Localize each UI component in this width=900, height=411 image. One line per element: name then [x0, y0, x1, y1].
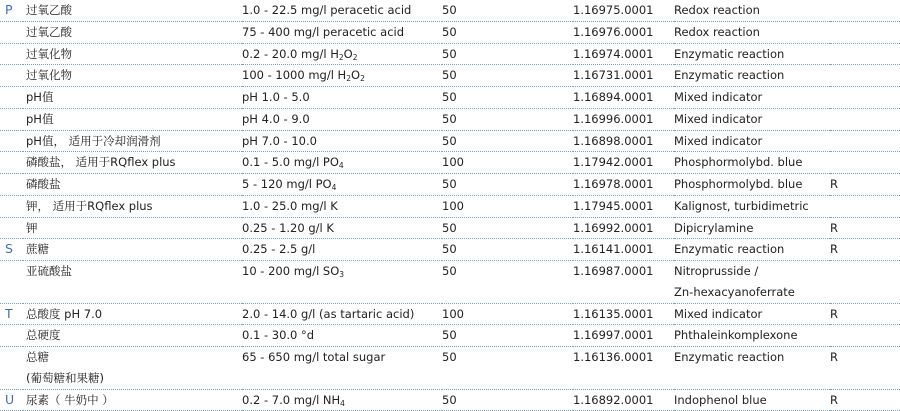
reflectometer-flag: R — [830, 242, 838, 257]
number-of-tests — [442, 368, 573, 389]
parameter-name: 总酸度 pH 7.0 — [26, 306, 103, 321]
number-of-tests: 50 — [442, 133, 457, 148]
range-text: 0.1 - 5.0 mg/l PO — [242, 155, 339, 170]
measuring-range — [242, 282, 442, 303]
parameter-name: 过氧化物 — [26, 46, 72, 61]
parameter-name: 过氧乙酸 — [26, 24, 72, 39]
reflectometer-flag — [830, 21, 900, 43]
range-text: pH 4.0 - 9.0 — [242, 111, 310, 126]
method: Phosphormolybd. blue — [674, 177, 803, 191]
table-row — [0, 217, 900, 239]
reflectometer-flag — [830, 152, 900, 174]
number-of-tests: 50 — [442, 350, 457, 364]
number-of-tests: 50 — [442, 68, 457, 83]
reflectometer-flag — [830, 195, 900, 217]
measuring-range — [242, 195, 442, 217]
number-of-tests: 50 — [442, 90, 457, 104]
range-text: 100 - 1000 mg/l H — [242, 68, 347, 83]
range-subscript: 2 — [346, 74, 351, 84]
range-text: 65 - 650 mg/l total sugar — [242, 350, 386, 364]
order-number: 1.16141.0001 — [573, 242, 654, 257]
section-letter — [0, 261, 23, 282]
section-letter — [0, 347, 23, 368]
table-row — [0, 325, 900, 347]
reflectometer-flag — [830, 282, 900, 303]
method: Mixed indicator — [674, 90, 763, 104]
reflectometer-flag — [830, 65, 900, 87]
range-subscript: 2 — [352, 52, 358, 62]
measuring-range — [242, 108, 442, 130]
range-text: 0.2 - 7.0 mg/l NH — [242, 392, 341, 407]
measuring-range — [242, 217, 442, 239]
measuring-range — [242, 21, 442, 43]
table-row — [0, 21, 900, 43]
order-number: 1.16898.0001 — [573, 133, 654, 148]
parameter-name: 过氧乙酸 — [26, 3, 72, 17]
range-text: 0.1 - 30.0 °d — [242, 328, 315, 343]
table-row — [0, 108, 900, 130]
method: Enzymatic reaction — [674, 68, 785, 83]
parameter-name: 亚硫酸盐 — [26, 264, 72, 278]
number-of-tests: 50 — [442, 220, 457, 235]
range-text-tail: O — [351, 68, 361, 83]
parameter-name — [23, 282, 242, 303]
parameter-name: 钾， 适用于RQflex plus — [26, 198, 153, 213]
reflectometer-flag — [830, 325, 900, 347]
method: Mixed indicator — [674, 133, 763, 148]
section-letter — [0, 217, 23, 239]
measuring-range — [242, 174, 442, 196]
range-subscript: 2 — [338, 52, 344, 62]
method: Redox reaction — [674, 3, 760, 17]
measuring-range — [242, 347, 442, 368]
measuring-range — [242, 303, 442, 325]
range-text: pH 7.0 - 10.0 — [242, 133, 317, 148]
parameter-name: 磷酸盐， 适用于RQflex plus — [26, 155, 176, 170]
method: Enzymatic reaction — [674, 46, 785, 61]
measuring-range — [242, 368, 442, 389]
range-text: 75 - 400 mg/l peracetic acid — [242, 24, 405, 39]
section-letter — [0, 87, 23, 109]
parameter-name: pH值 — [26, 111, 54, 126]
table-row — [0, 347, 900, 368]
number-of-tests: 50 — [442, 3, 457, 17]
table-row — [0, 389, 900, 411]
range-text: 5 - 120 mg/l PO — [242, 177, 332, 191]
reflectometer-flag — [830, 108, 900, 130]
range-text-tail: O — [343, 46, 353, 61]
measuring-range — [242, 87, 442, 109]
measuring-range — [242, 239, 442, 261]
section-letter — [0, 65, 23, 87]
order-number: 1.16731.0001 — [573, 68, 654, 83]
parameter-name: 钾 — [26, 220, 38, 235]
method: Mixed indicator — [674, 306, 763, 321]
table-row — [0, 65, 900, 87]
method: Enzymatic reaction — [674, 242, 785, 257]
measuring-range — [242, 0, 442, 21]
number-of-tests: 50 — [442, 392, 457, 407]
method: Redox reaction — [674, 24, 760, 39]
order-number: 1.16974.0001 — [573, 46, 654, 61]
range-text: 10 - 200 mg/l SO — [242, 264, 340, 278]
order-number: 1.16997.0001 — [573, 328, 654, 343]
number-of-tests: 100 — [442, 198, 464, 213]
range-text: 1.0 - 25.0 mg/l K — [242, 198, 338, 213]
order-number — [573, 368, 674, 389]
range-text: 0.25 - 1.20 g/l K — [242, 220, 334, 235]
section-letter — [0, 325, 23, 347]
range-subscript: 4 — [338, 161, 344, 171]
section-letter — [0, 108, 23, 130]
reflectometer-flag — [830, 0, 900, 21]
table-row — [0, 195, 900, 217]
reflectometer-flag — [830, 261, 900, 282]
order-number: 1.16976.0001 — [573, 24, 654, 39]
order-number: 1.16136.0001 — [573, 350, 654, 364]
method: Phosphormolybd. blue — [674, 155, 803, 170]
parameter-name: 尿素（ 牛奶中 ） — [26, 392, 114, 407]
number-of-tests: 50 — [442, 242, 457, 257]
number-of-tests: 50 — [442, 46, 457, 61]
measuring-range — [242, 43, 442, 65]
range-text: 0.2 - 20.0 mg/l H — [242, 46, 339, 61]
table-row — [0, 43, 900, 65]
number-of-tests: 100 — [442, 306, 464, 321]
number-of-tests: 50 — [442, 111, 457, 126]
table-row — [0, 368, 900, 389]
parameter-name: 过氧化物 — [26, 68, 72, 83]
method: Enzymatic reaction — [674, 350, 785, 364]
section-letter — [0, 282, 23, 303]
section-letter: P — [5, 2, 13, 17]
parameter-name: pH值， 适用于冷却润滑剂 — [26, 133, 161, 148]
table-row — [0, 174, 900, 196]
reflectometer-flag — [830, 130, 900, 152]
section-letter — [0, 130, 23, 152]
table-row — [0, 87, 900, 109]
method: Indophenol blue — [674, 392, 767, 407]
order-number: 1.16975.0001 — [573, 3, 654, 17]
parameter-name: 总硬度 — [26, 328, 61, 343]
section-letter — [0, 152, 23, 174]
reflectometer-flag — [830, 87, 900, 109]
range-text: 0.25 - 2.5 g/l — [242, 242, 316, 257]
measuring-range — [242, 325, 442, 347]
measuring-range — [242, 261, 442, 282]
section-letter — [0, 21, 23, 43]
order-number: 1.16894.0001 — [573, 90, 654, 104]
table-row — [0, 130, 900, 152]
table-row — [0, 303, 900, 325]
range-text: pH 1.0 - 5.0 — [242, 90, 310, 104]
section-letter: T — [5, 305, 13, 321]
table-row — [0, 152, 900, 174]
method: Kalignost, turbidimetric — [674, 198, 809, 213]
section-letter — [0, 368, 23, 389]
number-of-tests: 50 — [442, 328, 457, 343]
number-of-tests: 50 — [442, 177, 457, 191]
order-number: 1.16135.0001 — [573, 306, 654, 321]
number-of-tests — [442, 282, 573, 303]
order-number: 1.16992.0001 — [573, 220, 654, 235]
reflectometer-flag: R — [830, 306, 838, 321]
parameter-name: 蔗糖 — [26, 242, 49, 257]
parameter-name: pH值 — [26, 90, 54, 104]
measuring-range — [242, 389, 442, 411]
range-subscript: 3 — [339, 270, 345, 279]
method: Phthaleinkomplexone — [674, 328, 798, 343]
table-row — [0, 0, 900, 21]
parameter-name: (葡萄糖和果糖) — [26, 370, 104, 385]
range-text: 1.0 - 22.5 mg/l peracetic acid — [242, 3, 412, 17]
parameter-name: 总糖 — [26, 350, 49, 364]
table-row — [0, 282, 900, 303]
parameter-name: 磷酸盐 — [26, 177, 61, 191]
order-number — [573, 282, 674, 303]
reflectometer-flag — [830, 368, 900, 389]
section-letter — [0, 43, 23, 65]
number-of-tests: 50 — [442, 264, 457, 278]
measuring-range — [242, 152, 442, 174]
order-number: 1.16978.0001 — [573, 177, 654, 191]
method: Nitroprusside / — [674, 264, 759, 278]
number-of-tests: 50 — [442, 24, 457, 39]
reflectometer-flag — [830, 43, 900, 65]
method: Mixed indicator — [674, 111, 763, 126]
method — [674, 368, 830, 389]
table-row — [0, 261, 900, 282]
method: Dipicrylamine — [674, 220, 754, 235]
method: Zn-hexacyanoferrate — [674, 284, 795, 299]
section-letter — [0, 174, 23, 196]
order-number: 1.16996.0001 — [573, 111, 654, 126]
section-letter: S — [5, 241, 13, 257]
measuring-range — [242, 130, 442, 152]
order-number: 1.17942.0001 — [573, 155, 654, 170]
range-subscript: 4 — [331, 183, 337, 192]
measuring-range — [242, 65, 442, 87]
order-number: 1.17945.0001 — [573, 198, 654, 213]
section-letter — [0, 195, 23, 217]
range-text: 2.0 - 14.0 g/l (as tartaric acid) — [242, 306, 415, 321]
reflectometer-flag: R — [830, 392, 838, 407]
reflectometer-flag: R — [830, 177, 838, 191]
order-number: 1.16987.0001 — [573, 264, 654, 278]
reflectometer-flag: R — [830, 220, 838, 235]
table-row — [0, 239, 900, 261]
range-subscript: 4 — [340, 398, 345, 408]
order-number: 1.16892.0001 — [573, 392, 654, 407]
reflectometer-flag: R — [830, 350, 838, 364]
number-of-tests: 100 — [442, 155, 464, 170]
section-letter: U — [5, 391, 15, 407]
range-subscript: 2 — [360, 74, 365, 84]
